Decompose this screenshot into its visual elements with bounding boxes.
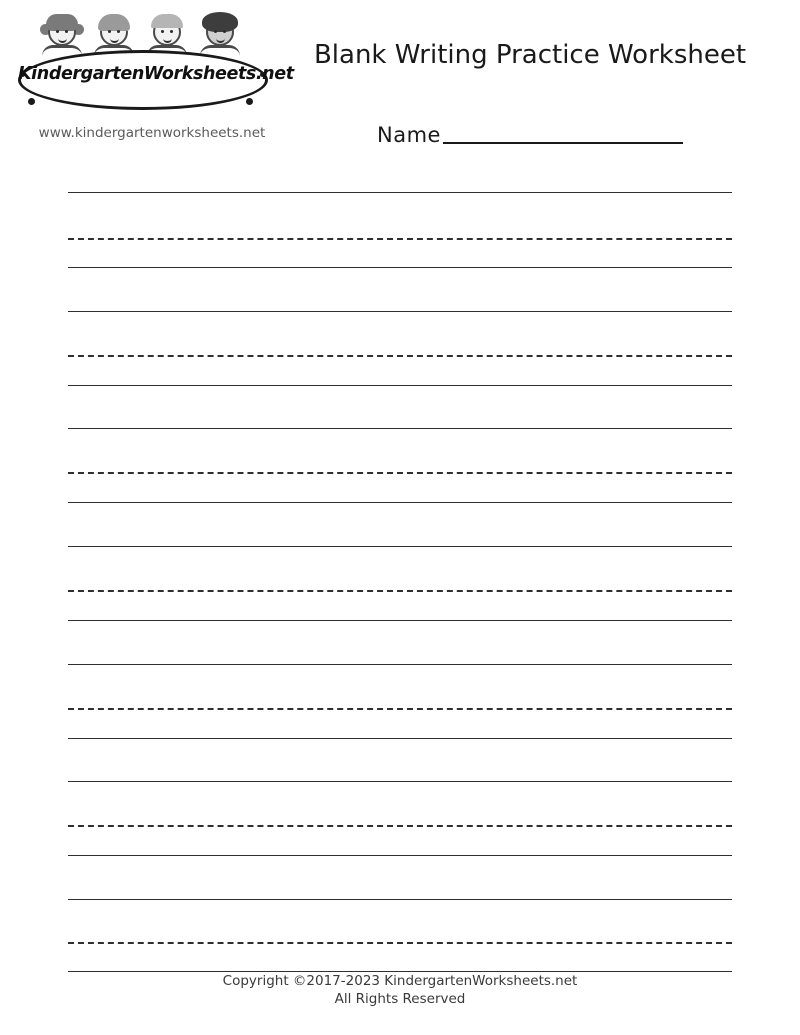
writing-rule-dashed — [68, 238, 732, 240]
logo-dot-bottom-left — [28, 98, 35, 105]
writing-rule-solid — [68, 899, 732, 900]
writing-rule-dashed — [68, 942, 732, 944]
writing-rule-solid — [68, 192, 732, 193]
writing-rule-solid — [68, 385, 732, 386]
writing-rule-solid — [68, 502, 732, 503]
page-footer — [0, 972, 800, 1008]
site-logo[interactable] — [18, 12, 294, 141]
writing-rule-solid — [68, 781, 732, 782]
writing-rule-solid — [68, 311, 732, 312]
writing-rule-dashed — [68, 825, 732, 827]
writing-rule-dashed — [68, 590, 732, 592]
worksheet-header — [0, 0, 800, 147]
writing-rule-solid — [68, 738, 732, 739]
name-field-label: Name — [377, 123, 441, 147]
footer-rights: All Rights Reserved — [334, 991, 466, 1007]
page-title: Blank Writing Practice Worksheet — [313, 40, 747, 70]
writing-rule-dashed — [68, 708, 732, 710]
logo-dot-bottom-right — [246, 98, 253, 105]
writing-lines-area — [68, 180, 732, 960]
writing-rule-solid — [68, 546, 732, 547]
logo-badge — [18, 12, 294, 112]
logo-brand-text: KindergartenWorksheets.net — [18, 64, 294, 84]
writing-rule-solid — [68, 664, 732, 665]
writing-rule-dashed — [68, 472, 732, 474]
footer-copyright: Copyright ©2017-2023 KindergartenWorksheets.net — [222, 973, 578, 989]
writing-rule-solid — [68, 428, 732, 429]
logo-website-url: www.kindergartenworksheets.net — [38, 125, 266, 141]
writing-rule-dashed — [68, 355, 732, 357]
name-input-blank[interactable] — [443, 122, 683, 144]
writing-rule-solid — [68, 267, 732, 268]
writing-rule-solid — [68, 855, 732, 856]
writing-rule-solid — [68, 620, 732, 621]
name-field-row — [280, 122, 780, 147]
